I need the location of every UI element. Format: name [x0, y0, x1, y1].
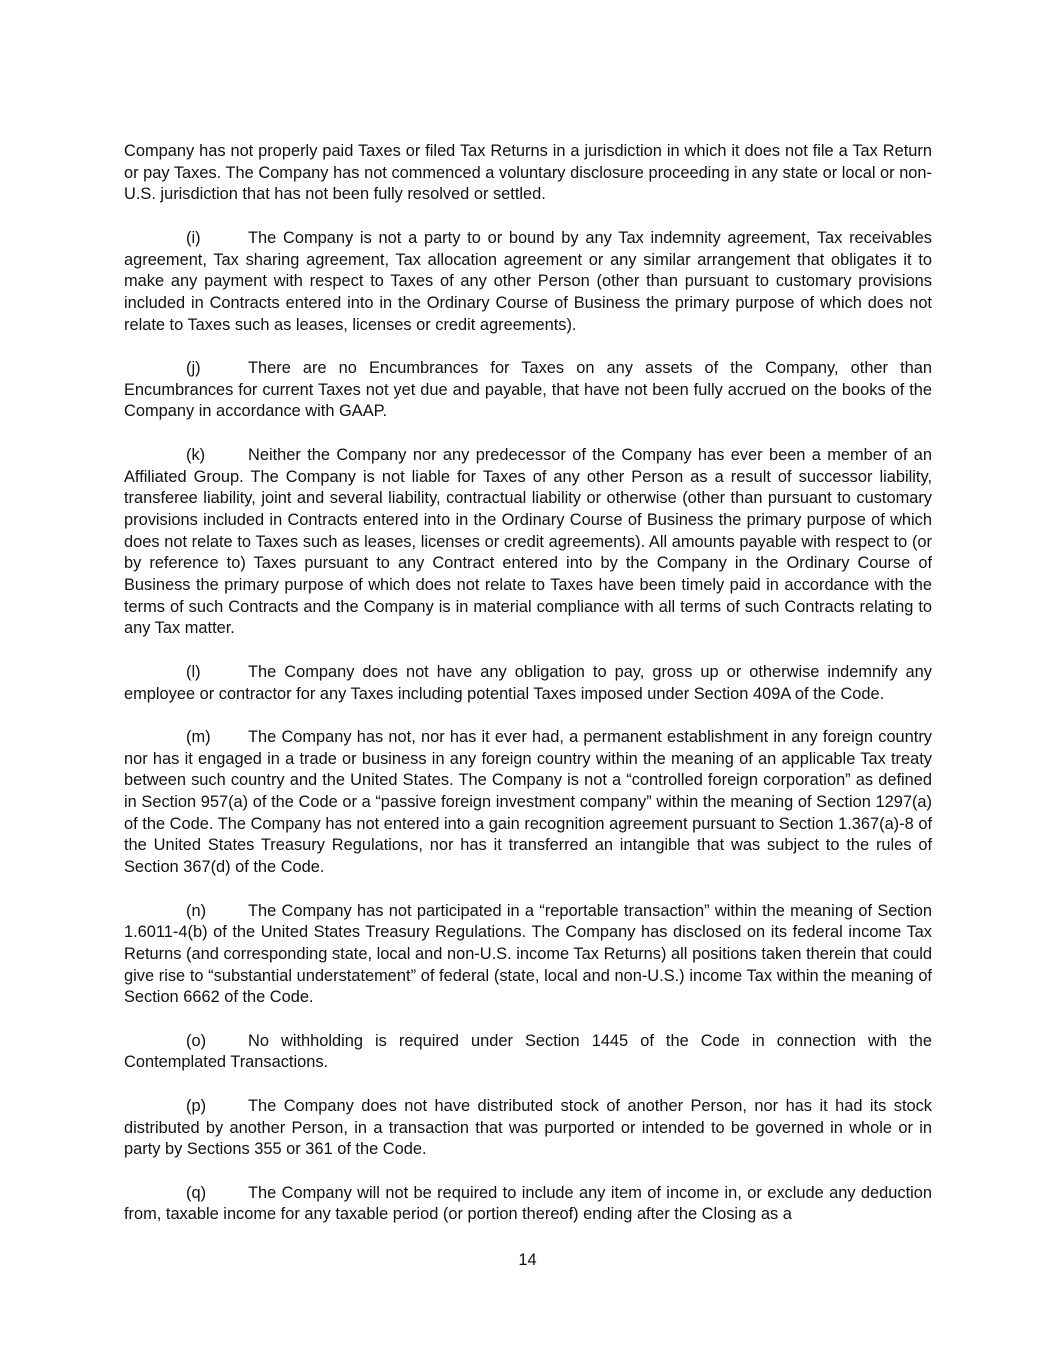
section-q-text: The Company will not be required to include any item of income in, or exclude any deduction from, taxable income for any taxable period (or portion thereof) ending after the Closing as a — [124, 1183, 932, 1224]
section-n — [124, 901, 932, 1010]
section-j — [124, 358, 932, 423]
section-l-label: (l) — [186, 662, 201, 681]
section-m-label: (m) — [186, 727, 211, 746]
section-p-text: The Company does not have distributed stock of another Person, nor has it had its stock distributed by another Person, in a transaction that was purported or intended to be governed in whole or in party by Sections 355 or 361 of the Code. — [124, 1096, 932, 1159]
section-l — [124, 662, 932, 705]
section-i — [124, 228, 932, 337]
section-k — [124, 445, 932, 640]
section-m-text: The Company has not, nor has it ever had, a permanent establishment in any foreign country nor has it engaged in a trade or business in any foreign country within the meaning of an applicable Tax treaty between such country and the United States. The Company is not a “controlled foreign corporation” as defined in Section 957(a) of the Code or a “passive foreign investment company” within the meaning of Section 1297(a) of the Code. The Company has not entered into a gain recognition agreement pursuant to Section 1.367(a)-8 of the United States Treasury Regulations, nor has it transferred an intangible that was subject to the rules of Section 367(d) of the Code. — [124, 727, 932, 877]
intro-paragraph: Company has not properly paid Taxes or filed Tax Returns in a jurisdiction in which it does not file a Tax Return or pay Taxes. The Company has not commenced a voluntary disclosure proceeding in any state or local or non-U.S. jurisdiction that has not been fully resolved or settled. — [124, 142, 932, 204]
section-k-label: (k) — [186, 445, 206, 464]
section-m — [124, 727, 932, 879]
section-o — [124, 1031, 932, 1074]
section-l-text: The Company does not have any obligation to pay, gross up or otherwise indemnify any employee or contractor for any Taxes including potential Taxes imposed under Section 409A of the Code. — [124, 662, 932, 703]
section-i-label: (i) — [186, 228, 201, 247]
section-n-text: The Company has not participated in a “reportable transaction” within the meaning of Section 1.6011-4(b) of the United States Treasury Regulations. The Company has disclosed on its federal income Tax Returns (and corresponding state, local and non-U.S. income Tax Returns) all positions taken therein that could give rise to “substantial understatement” of federal (state, local and non-U.S.) income Tax within the meaning of Section 6662 of the Code. — [124, 901, 932, 1007]
section-j-text: There are no Encumbrances for Taxes on any assets of the Company, other than Encumbrances for current Taxes not yet due and payable, that have not been fully accrued on the books of the Company in accordance with GAAP. — [124, 359, 932, 421]
section-n-label: (n) — [186, 901, 207, 920]
section-i-text: The Company is not a party to or bound by any Tax indemnity agreement, Tax receivables agreement, Tax sharing agreement, Tax allocation agreement or any similar arrangement that obligates it to make any payment with respect to Taxes of any other Person (other than pursuant to customary provisions included in Contracts entered into in the Ordinary Course of Business the primary purpose of which does not relate to Taxes such as leases, licenses or credit agreements). — [124, 228, 932, 334]
section-q — [124, 1183, 932, 1226]
section-o-label: (o) — [186, 1031, 207, 1050]
document-page — [124, 141, 932, 1248]
section-p-label: (p) — [186, 1096, 207, 1115]
section-k-text: Neither the Company nor any predecessor of the Company has ever been a member of an Affiliated Group. The Company is not liable for Taxes of any other Person as a result of successor liability, transferee liability, joint and several liability, contractual liability or otherwise (other than pursuant to customary provisions included in Contracts entered into in the Ordinary Course of Business the primary purpose of which does not relate to Taxes such as leases, licenses or credit agreements). All amounts payable with respect to (or by reference to) Taxes pursuant to any Contract entered into by the Company in the Ordinary Course of Business the primary purpose of which does not relate to Taxes have been timely paid in accordance with the terms of such Contracts and the Company is in material compliance with all terms of such Contracts relating to any Tax matter. — [124, 445, 932, 638]
section-p — [124, 1096, 932, 1161]
page-number: 14 — [518, 1251, 537, 1269]
section-q-label: (q) — [186, 1183, 207, 1202]
section-j-label: (j) — [186, 359, 201, 377]
section-o-text: No withholding is required under Section 1445 of the Code in connection with the Contemplated Transactions. — [124, 1031, 932, 1072]
